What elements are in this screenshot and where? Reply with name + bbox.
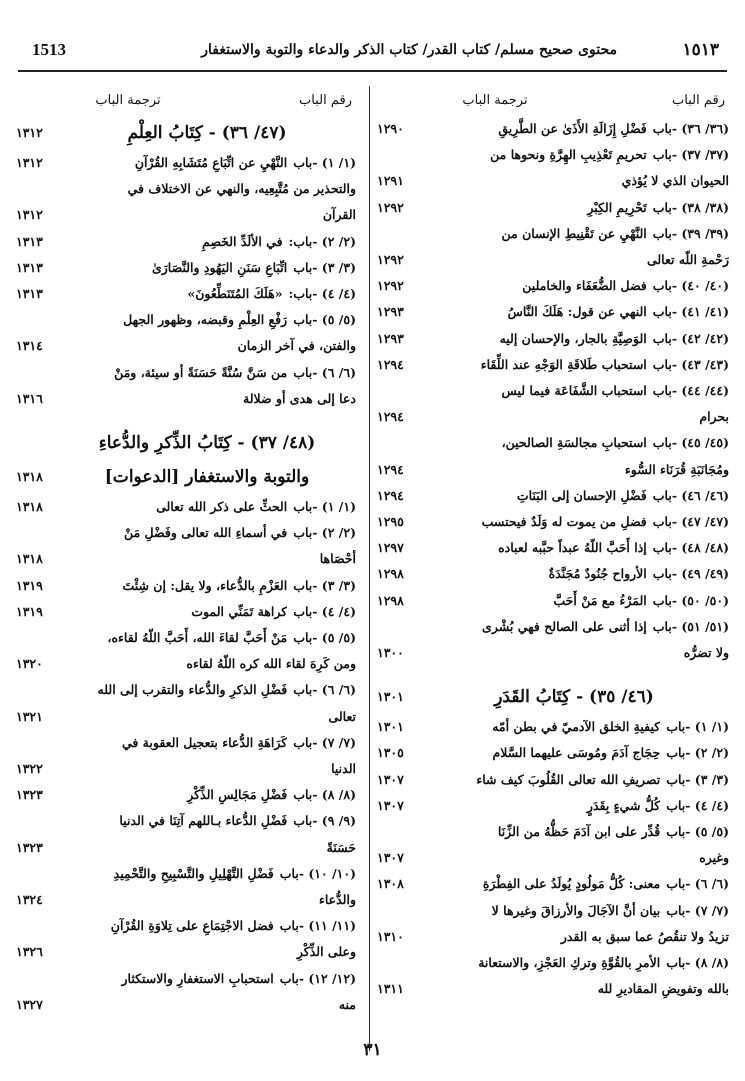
chapter-title: كَرَاهَةِ الدُّعاء بتعجيل العقوبة في <box>121 734 288 750</box>
toc-entry-continuation <box>16 939 356 965</box>
page-reference: ١٢٩٢ <box>377 278 404 294</box>
toc-entry <box>377 588 729 614</box>
chapter-number: (٧/ ٧) -باب <box>293 734 356 750</box>
chapter-title: المَرْءُ مع مَنْ أَحَبَّ <box>553 592 647 608</box>
toc-entry <box>16 677 356 703</box>
chapter-title: تصريفِ الله تعالى القُلُوبَ كيف شاء <box>476 771 661 787</box>
chapter-title: في أسماءِ الله تعالى وفَضْلِ مَنْ <box>123 525 288 541</box>
chapter-title: في الألَدِّ الخَصِمِ <box>202 233 283 249</box>
page-reference: ١٣٢٠ <box>16 656 43 672</box>
book-heading <box>16 426 356 460</box>
page-reference <box>16 808 58 834</box>
page-reference: ١٢٩٨ <box>377 566 404 582</box>
chapter-number: (١٠/ ١٠) -باب <box>279 865 356 881</box>
chapter-number: (٣٧/ ٣٧) -باب <box>652 147 729 163</box>
chapter-number: (٥/ ٥) -باب <box>293 630 356 646</box>
section-gap <box>377 666 729 680</box>
page-reference <box>16 625 58 651</box>
chapter-title: مَنْ أَحَبَّ لقاءَ الله، أَحَبَّ اللّهُ لقاءه، <box>107 630 288 646</box>
chapter-number: (٤٦/ ٤٦) -باب <box>652 487 729 503</box>
chapter-number: (٤١/ ٤١) -باب <box>652 304 729 320</box>
toc-entry-continuation <box>16 887 356 913</box>
chapter-title: إذا أَحَبَّ اللّهُ عبداً حبَّبه لعباده <box>498 540 647 556</box>
page-reference <box>16 176 58 202</box>
toc-entry <box>377 767 729 793</box>
toc-entry-continuation <box>16 704 356 730</box>
page-reference: ١٣٠٧ <box>377 797 404 813</box>
page-reference <box>16 913 58 939</box>
chapter-title: فضل الاجْتِمَاعِ على تِلاوَةِ القُرْآنِ <box>110 918 274 934</box>
chapter-title: الأمرِ بالقُوَّةِ وتركِ العَجْزِ، والاستعانة <box>478 955 661 971</box>
page-reference: ١٣٠١ <box>377 719 404 735</box>
chapter-title: استحبابِ الاستغفارِ والاستكثار <box>121 970 274 986</box>
chapter-number: (٤/ ٤) -باب: <box>288 286 356 302</box>
chapter-title: فَضْلِ إِزَالَةِ الأَذَىٰ عن الطَّرِيقِ <box>498 121 647 136</box>
page-reference <box>16 966 58 992</box>
section-gap <box>16 412 356 426</box>
chapter-title: استحباب طَلاقَةِ الوَجْهِ عند اللِّقَاء <box>480 356 647 372</box>
chapter-title: بيان أنَّ الآجَالَ والأرزاقَ وغيرها لا <box>491 902 661 918</box>
page-reference: ١٣١٢ <box>16 207 43 223</box>
page-reference: ١٣٢٣ <box>16 839 43 855</box>
chapter-number: (٦/ ٦) -باب <box>666 876 729 892</box>
toc-entry-continuation <box>16 176 356 202</box>
chapter-title: رَحْمةِ اللّه تعالى <box>646 252 729 268</box>
toc-entry <box>377 483 729 509</box>
page-reference: ١٢٩٤ <box>377 487 404 503</box>
chapter-number: (٤٣/ ٤٣) -باب <box>652 356 729 372</box>
page-reference: ١٢٩٤ <box>377 356 404 372</box>
chapter-title: النهي عن قول: هَلَكَ النَّاسُ <box>507 304 647 320</box>
page-reference: ١٣٢٧ <box>16 996 43 1012</box>
toc-entry <box>16 360 356 386</box>
chapter-title: تحريمِ تَعْذِيبِ الهِرَّةِ ونحوها من <box>490 147 647 163</box>
chapter-number: (٢/ ٢) -باب <box>293 525 356 541</box>
book-title: (٤٦/ ٣٥) - كِتَابُ القَدَرِ <box>494 687 654 708</box>
toc-entry <box>16 229 356 255</box>
toc-entry-continuation <box>377 976 729 1002</box>
toc-entry <box>16 913 356 939</box>
running-title: محتوى صحيح مسلم/ كتاب القدر/ كتاب الذكر والدعاء والتوبة والاستغفار <box>201 42 617 58</box>
column-header <box>377 84 729 116</box>
toc-entry <box>377 561 729 587</box>
toc-entry <box>377 614 729 640</box>
toc-entry <box>377 326 729 352</box>
page-reference: ١٣٠٨ <box>377 876 404 892</box>
toc-entry <box>377 430 729 456</box>
page-reference <box>16 307 58 333</box>
chapter-number: (٢/ ٢) -باب <box>666 745 729 761</box>
toc-entry <box>16 281 356 307</box>
page-reference: ١٣٢١ <box>16 708 43 724</box>
page-reference <box>16 360 58 386</box>
book-heading <box>377 680 729 714</box>
chapter-title: والدُّعاء <box>318 892 356 908</box>
chapter-title: العَزْمِ بالدُّعاء، ولا يقل: إن شِئْتَ <box>122 577 288 593</box>
chapter-title: تعالى <box>328 708 356 724</box>
chapter-number: (٥٠/ ٥٠) -باب <box>652 592 729 608</box>
toc-entry <box>377 871 729 897</box>
chapter-title: فضل الضُّعَفَاء والخاملين <box>522 278 647 294</box>
chapter-number: (٤٨/ ٤٨) -باب <box>652 540 729 556</box>
column-header-title: ترجمة الباب <box>462 92 528 108</box>
page-reference <box>377 142 419 168</box>
column-header-title: ترجمة الباب <box>95 92 161 108</box>
chapter-title: فَضْلِ الذكرِ والدُّعاء والتقرب إلى الله <box>97 682 288 698</box>
page-reference: ١٢٩٣ <box>377 304 404 320</box>
chapter-title: فَضْلِ الدُّعاء بـاللهم آتِنَا في الدنيا <box>119 813 288 829</box>
toc-entry <box>16 520 356 546</box>
page-reference: ١٣١٩ <box>16 603 43 619</box>
toc-entry <box>377 509 729 535</box>
column-divider <box>369 86 370 1051</box>
toc-entry-continuation <box>16 835 356 861</box>
page-reference: ١٢٩٠ <box>377 121 404 136</box>
page-reference: ١٢٩١ <box>377 173 404 189</box>
page-reference: ١٣١٦ <box>16 390 43 406</box>
chapter-title: ولا تضرُّه <box>683 645 729 661</box>
page-reference <box>16 520 58 546</box>
chapter-title: قُدِّر على ابن آدَمَ حَظُّهُ من الزِّنَا <box>497 824 661 840</box>
toc-entry-continuation <box>377 168 729 194</box>
chapter-title: النَّهْيِ عن اتِّبَاعِ مُتَشَابِهِ القُرْآنِ <box>134 155 288 170</box>
chapter-number: (٤/ ٤) -باب <box>666 797 729 813</box>
page-reference: ١٣١٢ <box>16 155 43 170</box>
chapter-number: (٤٤/ ٤٤) -باب <box>652 383 729 399</box>
book-title: والتوبة والاستغفار [الدعوات] <box>104 467 310 488</box>
page-reference: ١٣٢٤ <box>16 892 43 908</box>
page-reference: ١٢٩٧ <box>377 540 404 556</box>
chapter-title: استحباب الشَّفَاعَة فيما ليس <box>501 383 647 399</box>
chapter-title: حَسَنَةً <box>326 839 356 855</box>
toc-entry <box>16 730 356 756</box>
chapter-title: والفتن، في آخر الزمان <box>237 338 356 354</box>
page-reference <box>16 426 58 460</box>
page-reference <box>377 950 419 976</box>
header-rule <box>18 70 727 72</box>
chapter-title: كراهة تَمَنِّي الموت <box>191 603 288 619</box>
chapter-title: كيفيةِ الخلق الآدميّ في بطن أمّه <box>492 719 661 735</box>
page-reference: ١٣١٤ <box>16 338 43 354</box>
chapter-number: (١٢/ ١٢) -باب <box>279 970 356 986</box>
toc-entry <box>377 950 729 976</box>
toc-entry <box>377 273 729 299</box>
page-reference: ١٣١٩ <box>16 577 43 593</box>
chapter-title: منه <box>338 996 356 1012</box>
page-reference: ١٣١٨ <box>16 469 43 485</box>
column-header-number: رقم الباب <box>672 92 725 108</box>
toc-entry-continuation <box>16 651 356 677</box>
book-heading <box>16 460 356 494</box>
chapter-title: ومن كَرِهَ لقاء الله كره اللّهُ لقاءه <box>186 656 356 672</box>
chapter-title: حِجَاج آدَمَ ومُوسَى عليهما السَّلام <box>492 745 661 761</box>
toc-entry <box>16 494 356 520</box>
toc-entry <box>377 378 729 404</box>
toc-entry <box>377 740 729 766</box>
toc-entry-continuation <box>16 992 356 1018</box>
chapter-title: بالله وتفويضِ المقاديرِ لله <box>597 981 729 997</box>
toc-list <box>16 116 356 1018</box>
book-heading <box>16 116 356 150</box>
toc-entry-continuation <box>16 333 356 359</box>
chapter-number: (٤٥/ ٤٥) -باب <box>652 435 729 451</box>
toc-entry-continuation <box>377 924 729 950</box>
chapter-title: من سَنَّ سُنَّةً حَسَنَةً أو سيئة، ومَنْ <box>114 364 288 380</box>
page-reference <box>377 378 419 404</box>
column-header-number: رقم الباب <box>299 92 352 108</box>
chapter-title: الحيوان الذي لا يُؤذي <box>621 173 729 189</box>
chapter-number: (١/ ١) -باب <box>293 155 356 170</box>
toc-entry <box>16 966 356 992</box>
chapter-title: استحبابِ مجالسَةِ الصالحين، <box>501 435 647 451</box>
chapter-number: (٣/ ٣) -باب <box>293 259 356 275</box>
toc-entry <box>377 142 729 168</box>
chapter-title: رَفْعِ العِلْمِ وقبضه، وظهور الجهل <box>123 312 288 328</box>
page-reference: ١٣٠١ <box>377 689 404 705</box>
toc-entry-continuation <box>16 202 356 228</box>
toc-entry <box>377 221 729 247</box>
toc-entry-continuation <box>377 247 729 273</box>
book-title: (٤٨/ ٣٧) - كِتَابُ الذِّكرِ والدُّعاءِ <box>98 433 316 454</box>
chapter-number: (٤٠/ ٤٠) -باب <box>652 278 729 294</box>
page-reference: ١٣٠٥ <box>377 745 404 761</box>
chapter-number: (٦/ ٦) -باب <box>293 364 356 380</box>
chapter-number: (٣٩/ ٣٩) -باب <box>652 225 729 241</box>
toc-entry <box>16 307 356 333</box>
toc-entry <box>377 714 729 740</box>
toc-entry <box>16 255 356 281</box>
page-reference <box>377 898 419 924</box>
toc-entry-continuation <box>377 404 729 430</box>
page-reference: ١٣١١ <box>377 981 404 997</box>
chapter-number: (٤٢/ ٤٢) -باب <box>652 330 729 346</box>
page-reference <box>16 861 58 887</box>
chapter-number: (٢/ ٢) -باب: <box>288 233 356 249</box>
chapter-number: (٧/ ٧) -باب <box>666 902 729 918</box>
page-reference: ١٣١٣ <box>16 233 43 249</box>
chapter-number: (٦/ ٦) -باب <box>293 682 356 698</box>
chapter-title: «هَلَكَ المُتَنَطِّعُونَ» <box>187 286 283 302</box>
page-reference <box>16 730 58 756</box>
toc-entry <box>16 573 356 599</box>
chapter-title: كُلُّ شيءٍ بِقَدَرٍ <box>586 797 661 813</box>
page-reference: ١٣٠٧ <box>377 850 404 866</box>
page-footer-number: ٣١ <box>363 1040 382 1060</box>
page-reference: ١٢٩٤ <box>377 461 404 477</box>
toc-entry-continuation <box>16 386 356 412</box>
toc-entry <box>377 352 729 378</box>
chapter-title: الأرواح جُنُودٌ مُجَنَّدَةٌ <box>548 566 647 582</box>
page-reference: ١٣٠٠ <box>377 645 404 661</box>
chapter-title: أحْصَاها <box>319 551 356 567</box>
chapter-number: (٣٨/ ٣٨) -باب <box>652 199 729 215</box>
page-reference: ١٣١٢ <box>16 125 43 140</box>
chapter-title: تَحْرِيمِ الكِبْرِ <box>587 199 647 215</box>
chapter-number: (٣٦/ ٣٦) -باب <box>652 121 729 136</box>
chapter-title: فَضْلِ مَجَالِسِ الذِّكْرِ <box>187 787 288 803</box>
toc-entry <box>377 195 729 221</box>
chapter-title: معنى: كُلُّ مَولُودٍ يُولَدُ على الفِطْرَةِ <box>482 876 661 892</box>
right-column <box>377 84 729 1003</box>
chapter-title: الحثِّ على ذكر الله تعالى <box>156 499 288 515</box>
toc-entry-continuation <box>16 756 356 782</box>
page-reference: ١٣٢٢ <box>16 761 43 777</box>
toc-list <box>377 116 729 1003</box>
toc-entry-continuation <box>377 845 729 871</box>
page-reference: ١٣٢٦ <box>16 944 43 960</box>
chapter-number: (٣/ ٣) -باب <box>666 771 729 787</box>
page-reference <box>377 430 419 456</box>
toc-entry <box>16 861 356 887</box>
book-title: (٤٧/ ٣٦) - كِتَابُ العِلْمِ <box>127 123 287 143</box>
toc-entry <box>16 150 356 176</box>
chapter-title: اتِّبَاعِ سَنَنِ اليَهُودِ والنَّصَارَىٰ <box>151 259 288 275</box>
column-header <box>16 84 356 116</box>
toc-entry <box>377 898 729 924</box>
chapter-title: الدنيا <box>331 761 356 777</box>
toc-entry <box>377 116 729 142</box>
chapter-title: القرآن <box>322 207 356 223</box>
toc-entry <box>377 793 729 819</box>
chapter-number: (١/ ١) -باب <box>666 719 729 735</box>
chapter-title: فضلِ من يموت له وَلَدٌ فيحتسب <box>481 514 647 530</box>
toc-entry-continuation <box>377 640 729 666</box>
page-reference: ١٣١٣ <box>16 259 43 275</box>
toc-entry-continuation <box>377 457 729 483</box>
page-reference: ١٢٩٢ <box>377 199 404 215</box>
chapter-number: (٨/ ٨) -باب <box>666 955 729 971</box>
page-reference: ١٣١٨ <box>16 551 43 567</box>
chapter-title: ومُجَانَبَةِ قُرَنَاء السُّوء <box>624 461 729 477</box>
chapter-number: (٩/ ٩) -باب <box>293 813 356 829</box>
page-reference: ١٣٢٣ <box>16 787 43 803</box>
chapter-number: (١/ ١) -باب <box>293 499 356 515</box>
toc-entry <box>16 599 356 625</box>
page-number-latin: 1513 <box>32 40 66 59</box>
chapter-title: النَّهْيِ عن تَقْنِيطِ الإنسان من <box>501 225 647 241</box>
chapter-title: فَضْلِ الإحسان إلى البَنَاتِ <box>516 487 647 503</box>
page-reference <box>377 221 419 247</box>
page-reference: ١٣١٨ <box>16 499 43 515</box>
chapter-title: تزيدُ ولا تنقُصُ عما سبق به القدر <box>560 928 729 944</box>
chapter-number: (٤/ ٤) -باب <box>293 603 356 619</box>
toc-entry <box>377 819 729 845</box>
page-reference <box>377 614 419 640</box>
chapter-title: دعا إلى هدى أو ضلالة <box>243 390 356 406</box>
chapter-number: (٨/ ٨) -باب <box>293 787 356 803</box>
chapter-number: (٤٧/ ٤٧) -باب <box>652 514 729 530</box>
toc-entry <box>377 535 729 561</box>
chapter-title: وعلى الذِّكْرِ <box>296 944 356 960</box>
chapter-title: إذا أثنى على الصالح فهي بُشْرى <box>482 618 647 634</box>
toc-entry <box>377 299 729 325</box>
page-reference <box>16 677 58 703</box>
page-header <box>18 40 727 70</box>
chapter-title: وغيره <box>699 850 729 866</box>
page-reference: ١٢٩٣ <box>377 330 404 346</box>
chapter-title: الوَصِيَّةِ بالجار، والإحسان إليه <box>499 330 647 346</box>
chapter-number: (٥/ ٥) -باب <box>666 824 729 840</box>
page-reference: ١٢٩٤ <box>377 409 404 425</box>
chapter-number: (٤٩/ ٤٩) -باب <box>652 566 729 582</box>
page-reference: ١٣٠٧ <box>377 771 404 787</box>
chapter-number: (٥/ ٥) -باب <box>293 312 356 328</box>
chapter-number: (٣/ ٣) -باب <box>293 577 356 593</box>
chapter-title: فَضْلِ التَّهْلِيلِ والتَّسْبِيحِ والتَّحْمِيدِ <box>113 865 274 881</box>
chapter-title: بحرام <box>699 409 729 425</box>
page-reference: ١٢٩٢ <box>377 252 404 268</box>
page-reference: ١٣١٠ <box>377 928 404 944</box>
toc-entry-continuation <box>16 546 356 572</box>
page-number-arabic: ١٥١٣ <box>682 40 719 60</box>
toc-entry <box>16 782 356 808</box>
page-reference <box>377 819 419 845</box>
toc-entry <box>16 808 356 834</box>
chapter-title: والتحذير من مُتَّبِعِيه، والنهي عن الاختلاف في <box>127 181 356 197</box>
page-reference: ١٢٩٨ <box>377 592 404 608</box>
chapter-number: (١١/ ١١) -باب <box>279 918 356 934</box>
page-reference: ١٢٩٥ <box>377 514 404 530</box>
toc-entry <box>16 625 356 651</box>
chapter-number: (٥١/ ٥١) -باب <box>652 618 729 634</box>
left-column <box>16 84 356 1018</box>
page-reference: ١٣١٣ <box>16 286 43 302</box>
